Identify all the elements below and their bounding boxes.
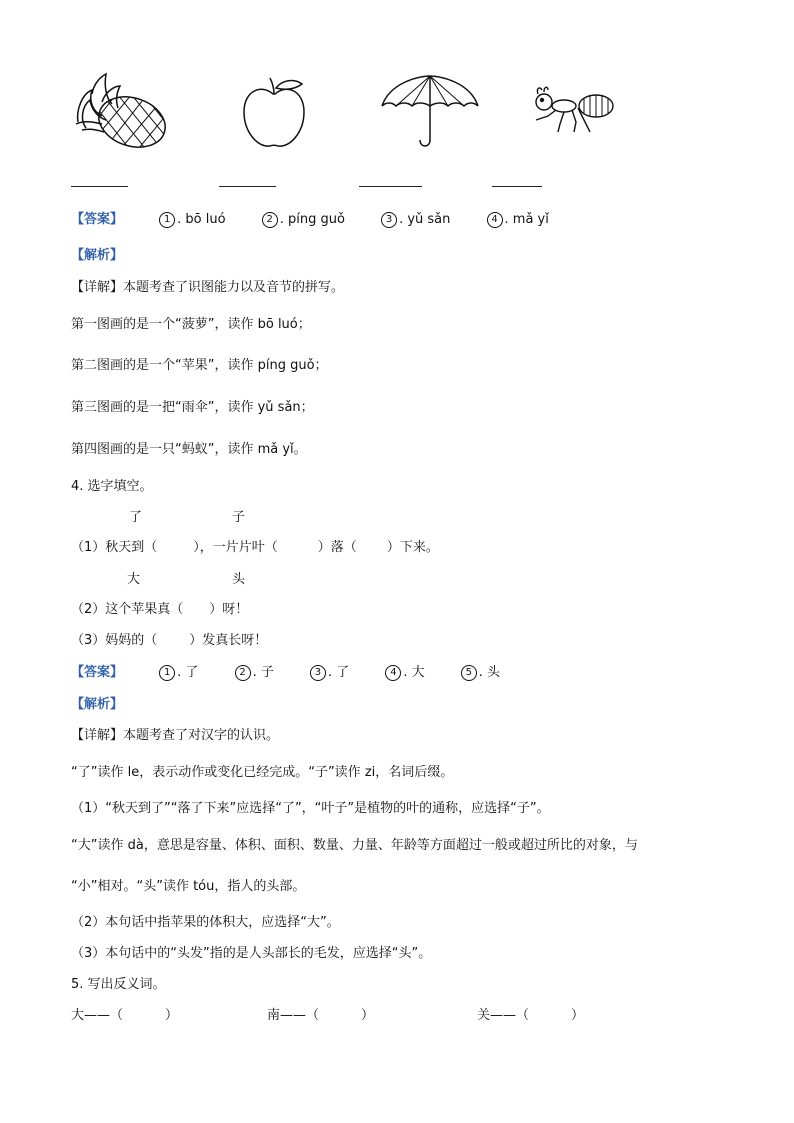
explanation-line: （1）“秋天到了”“落了下来”应选择“了”，“叶子”是植物的叶的通称，应选择“子”。 bbox=[71, 801, 550, 816]
analysis-label: 【解析】 bbox=[71, 697, 124, 712]
sentence-3: （3）妈妈的（ ）发真长呀！ bbox=[71, 633, 268, 648]
q3-answer-row bbox=[71, 208, 549, 228]
detail-text: 【详解】本题考查了识图能力以及音节的拼写。 bbox=[71, 280, 345, 295]
answer-blank[interactable] bbox=[71, 186, 128, 187]
answer-item: 1 . 了 bbox=[159, 661, 198, 681]
umbrella-icon bbox=[380, 74, 480, 152]
answer-item: 4 . 大 bbox=[385, 661, 424, 681]
explanation-line: （2）本句话中指苹果的体积大，应选择“大”。 bbox=[71, 915, 340, 930]
explanation-line: 第四图画的是一只“蚂蚁”，读作 mǎ yǐ。 bbox=[71, 442, 307, 457]
choice-char: 子 bbox=[232, 510, 246, 525]
explanation-line: “小”相对。“头”读作 tóu，指人的头部。 bbox=[71, 879, 306, 894]
apple-icon bbox=[240, 76, 308, 150]
answer-item: 3 . 了 bbox=[310, 661, 349, 681]
question-title: 4. 选字填空。 bbox=[71, 479, 153, 494]
choice-char: 头 bbox=[232, 572, 246, 587]
question-title: 5. 写出反义词。 bbox=[71, 977, 166, 992]
pineapple-icon bbox=[72, 72, 174, 154]
detail-text: 【详解】本题考查了对汉字的认识。 bbox=[71, 728, 280, 743]
answer-label: 【答案】 bbox=[71, 665, 124, 680]
answer-item: 5 . 头 bbox=[461, 661, 500, 681]
q4-answer-row bbox=[71, 661, 500, 681]
answer-item: 1 . bō luó bbox=[159, 212, 225, 228]
explanation-line: 第二图画的是一个“苹果”，读作 píng guǒ； bbox=[71, 358, 328, 373]
answer-item: 3 . yǔ sǎn bbox=[381, 212, 450, 228]
antonym-item: 南——（ ） bbox=[267, 1008, 375, 1023]
explanation-line: “了”读作 le，表示动作或变化已经完成。“子”读作 zi，名词后缀。 bbox=[71, 765, 454, 780]
answer-blank[interactable] bbox=[492, 186, 542, 187]
answer-item: 2 . píng guǒ bbox=[262, 212, 345, 228]
explanation-line: 第一图画的是一个“菠萝”，读作 bō luó； bbox=[71, 317, 311, 332]
explanation-line: “大”读作 dà，意思是容量、体积、面积、数量、力量、年龄等方面超过一般或超过所比的对象，与 bbox=[71, 838, 638, 853]
antonym-item: 关——（ ） bbox=[477, 1008, 585, 1023]
antonym-item: 大——（ ） bbox=[71, 1008, 179, 1023]
analysis-label: 【解析】 bbox=[71, 248, 124, 263]
sentence-2: （2）这个苹果真（ ）呀！ bbox=[71, 602, 249, 617]
answer-label: 【答案】 bbox=[71, 212, 124, 227]
answer-item: 2 . 子 bbox=[235, 661, 274, 681]
answer-blank[interactable] bbox=[219, 186, 276, 187]
answer-item: 4 . mǎ yǐ bbox=[487, 212, 549, 228]
explanation-line: （3）本句话中的“头发”指的是人头部长的毛发，应选择“头”。 bbox=[71, 946, 432, 961]
explanation-line: 第三图画的是一把“雨伞”，读作 yǔ sǎn； bbox=[71, 400, 314, 415]
sentence-1: （1）秋天到（ ），一片片叶（ ）落（ ）下来。 bbox=[71, 540, 439, 555]
answer-blank[interactable] bbox=[359, 186, 422, 187]
choice-char: 大 bbox=[127, 572, 141, 587]
ant-icon bbox=[528, 84, 616, 136]
choice-char: 了 bbox=[129, 510, 143, 525]
